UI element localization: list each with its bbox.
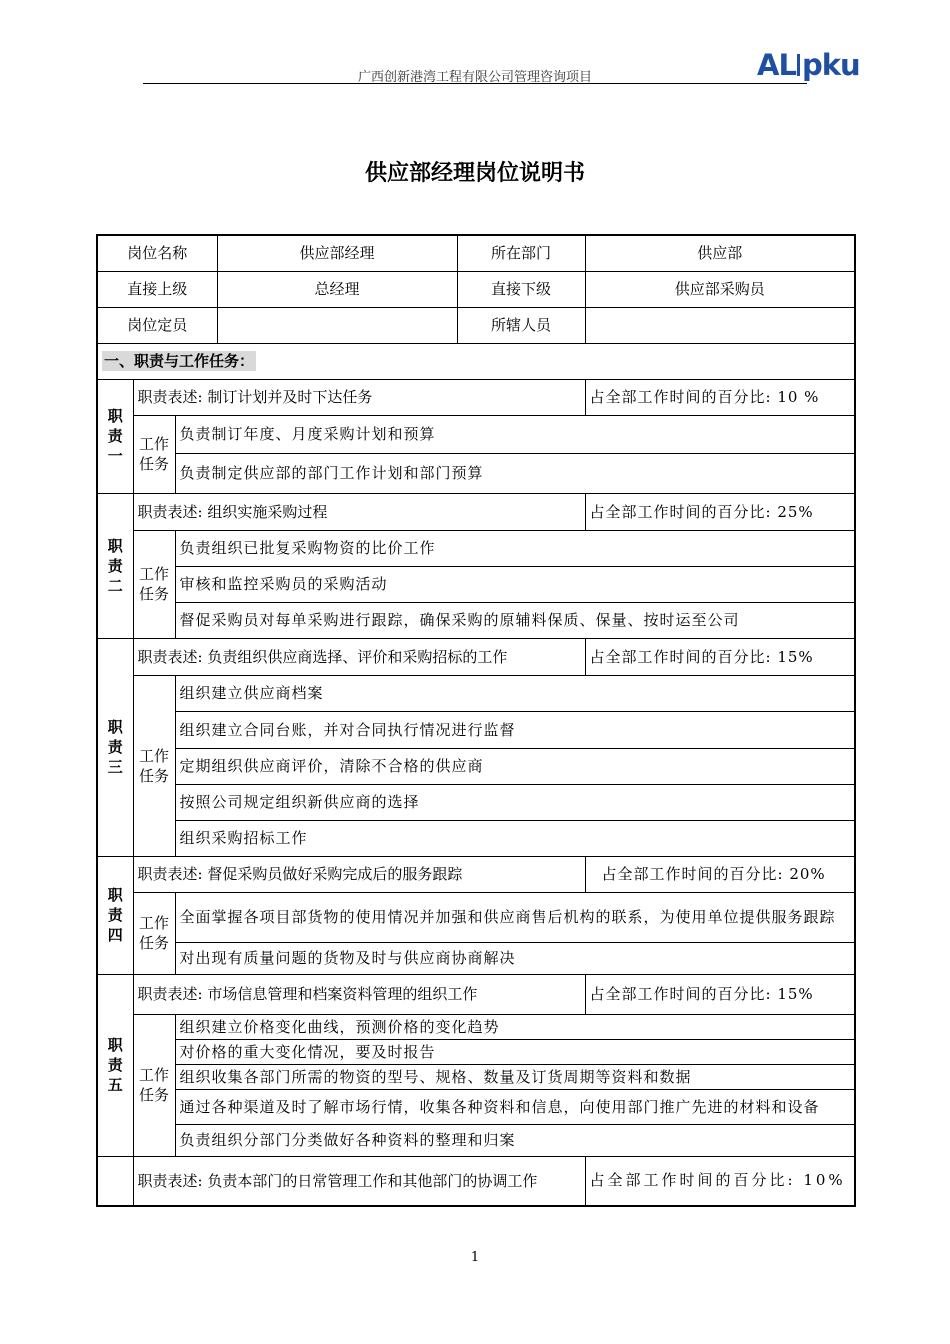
value-superior: 总经理	[217, 271, 457, 307]
task-item: 负责组织已批复采购物资的比价工作	[175, 530, 855, 566]
task-item: 审核和监控采购员的采购活动	[175, 566, 855, 602]
duty-label: 职 责 二	[97, 493, 133, 638]
task-label: 工作 任务	[133, 675, 175, 856]
task-item: 负责制定供应部的部门工作计划和部门预算	[175, 453, 855, 493]
label-staff: 所辖人员	[457, 307, 585, 343]
document-title: 供应部经理岗位说明书	[364, 161, 585, 186]
duty-description: 职责表述: 组织实施采购过程	[133, 493, 585, 530]
duty-description: 职责表述: 负责组织供应商选择、评价和采购招标的工作	[133, 638, 585, 675]
duty-percentage: 占全部工作时间的百分比: 20%	[585, 856, 855, 892]
duty-percentage: 占全部工作时间的百分比: 10%	[585, 1156, 855, 1206]
value-quota	[217, 307, 457, 343]
task-item: 负责组织分部门分类做好各种资料的整理和归案	[175, 1124, 855, 1156]
value-staff	[585, 307, 855, 343]
label-quota: 岗位定员	[97, 307, 217, 343]
label-position-name: 岗位名称	[97, 235, 217, 271]
task-item: 组织建立供应商档案	[175, 675, 855, 711]
job-description-table	[96, 234, 856, 1207]
info-row-3	[97, 307, 855, 343]
duty-percentage: 占全部工作时间的百分比: 25%	[585, 493, 855, 530]
info-row-1	[97, 235, 855, 271]
page-number: 1	[470, 1250, 480, 1265]
task-label: 工作 任务	[133, 892, 175, 974]
label-department: 所在部门	[457, 235, 585, 271]
task-item: 督促采购员对每单采购进行跟踪，确保采购的原辅料保质、保量、按时运至公司	[175, 602, 855, 638]
task-item: 组织采购招标工作	[175, 820, 855, 856]
task-item: 全面掌握各项目部货物的使用情况并加强和供应商售后机构的联系，为使用单位提供服务跟踪	[175, 892, 855, 942]
task-item: 组织建立合同台账，并对合同执行情况进行监督	[175, 711, 855, 748]
company-logo	[757, 48, 872, 82]
label-superior: 直接上级	[97, 271, 217, 307]
header-project-title: 广西创新港湾工程有限公司管理咨询项目	[357, 70, 592, 85]
value-position-name: 供应部经理	[217, 235, 457, 271]
task-label: 工作 任务	[133, 530, 175, 638]
duty-percentage: 占全部工作时间的百分比: 15%	[585, 638, 855, 675]
section-header-row	[97, 343, 855, 379]
task-item: 对价格的重大变化情况，要及时报告	[175, 1039, 855, 1064]
duty-label: 职 责 三	[97, 638, 133, 856]
duty-description: 职责表述: 市场信息管理和档案资料管理的组织工作	[133, 974, 585, 1014]
task-label: 工作 任务	[133, 415, 175, 493]
duty-percentage: 占全部工作时间的百分比: 15%	[585, 974, 855, 1014]
task-label: 工作 任务	[133, 1014, 175, 1156]
duty-description: 职责表述: 负责本部门的日常管理工作和其他部门的协调工作	[133, 1156, 585, 1206]
value-subordinate: 供应部采购员	[585, 271, 855, 307]
info-row-2	[97, 271, 855, 307]
task-item: 组织收集各部门所需的物资的型号、规格、数量及订货周期等资料和数据	[175, 1064, 855, 1089]
task-item: 负责制订年度、月度采购计划和预算	[175, 415, 855, 453]
task-item: 按照公司规定组织新供应商的选择	[175, 784, 855, 820]
header-divider	[143, 83, 807, 84]
duty-label	[97, 1156, 133, 1206]
task-item: 对出现有质量问题的货物及时与供应商协商解决	[175, 942, 855, 974]
label-subordinate: 直接下级	[457, 271, 585, 307]
section-heading: 一、职责与工作任务：	[97, 343, 855, 379]
duty-description: 职责表述: 制订计划并及时下达任务	[133, 379, 585, 415]
task-item: 组织建立价格变化曲线，预测价格的变化趋势	[175, 1014, 855, 1039]
logo-text-left: AL	[757, 48, 796, 82]
duty-label: 职 责 一	[97, 379, 133, 493]
task-item: 通过各种渠道及时了解市场行情，收集各种资料和信息，向使用部门推广先进的材料和设备	[175, 1089, 855, 1124]
duty-label: 职 责 五	[97, 974, 133, 1156]
task-item: 定期组织供应商评价，清除不合格的供应商	[175, 748, 855, 784]
value-department: 供应部	[585, 235, 855, 271]
duty-description: 职责表述: 督促采购员做好采购完成后的服务跟踪	[133, 856, 585, 892]
duty-label: 职 责 四	[97, 856, 133, 974]
logo-text-right: pku	[801, 48, 860, 82]
duty-percentage: 占全部工作时间的百分比: 10 %	[585, 379, 855, 415]
